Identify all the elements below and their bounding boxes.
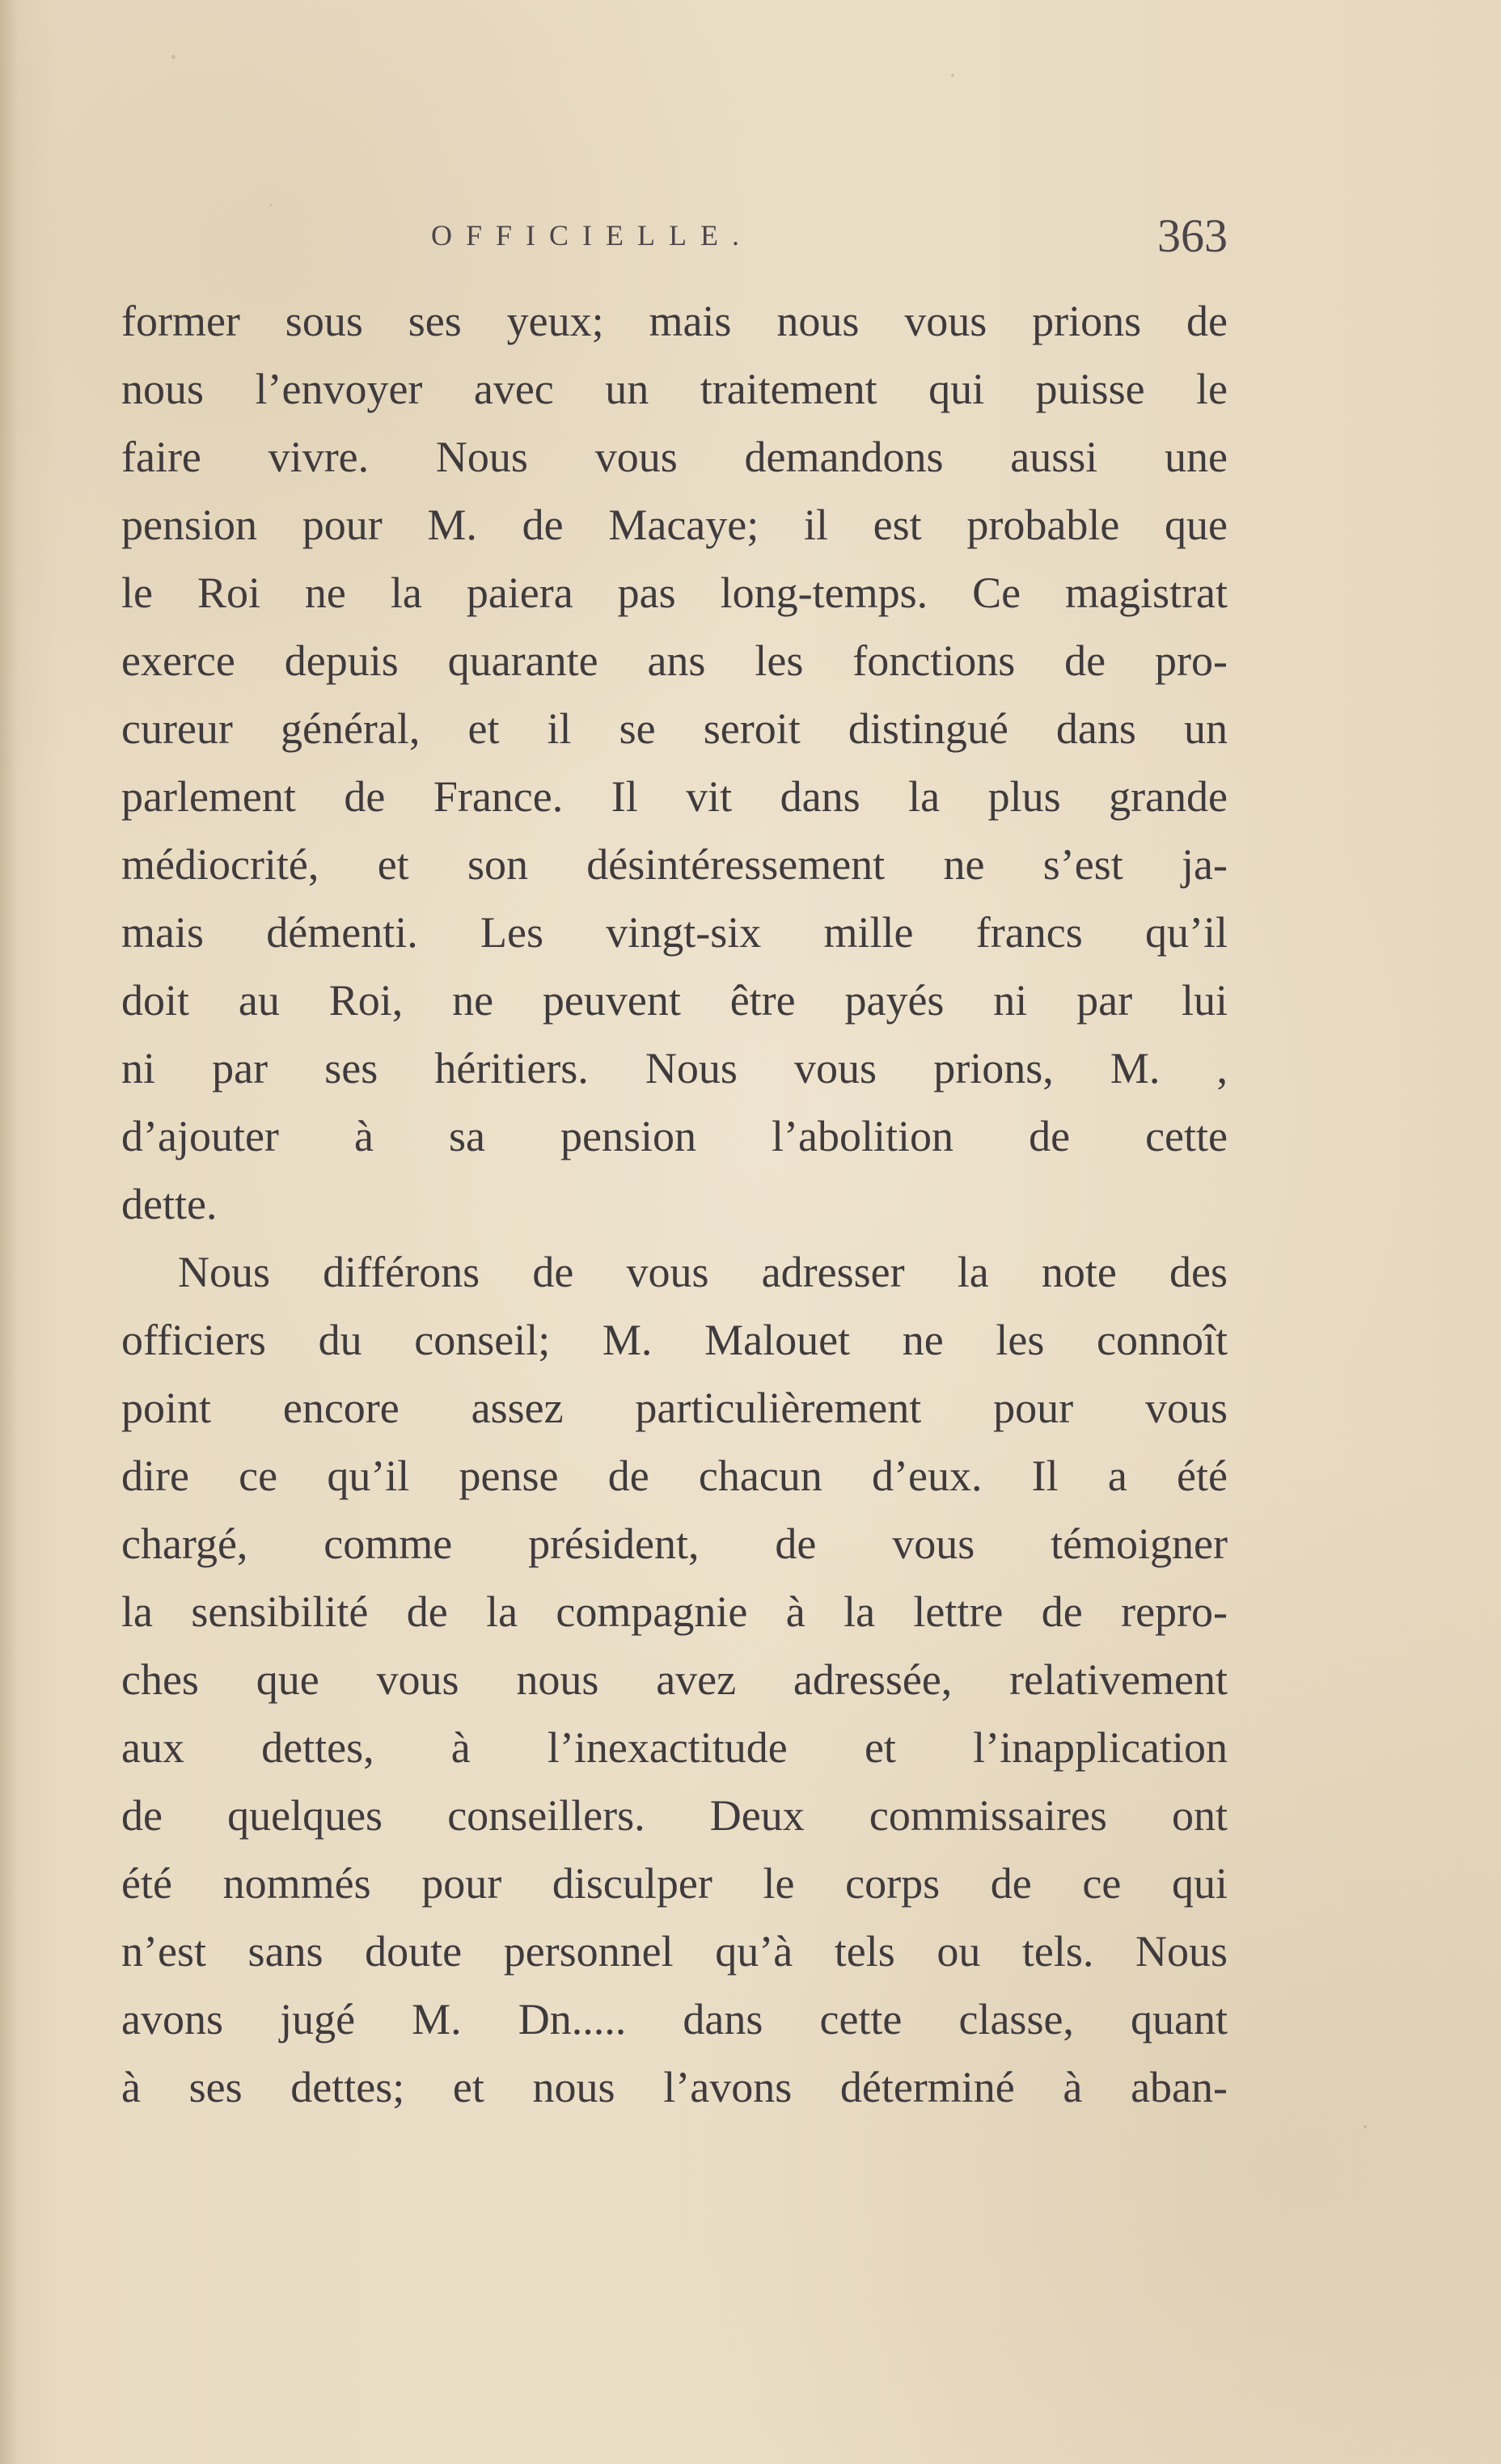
paper-speck (951, 74, 954, 77)
text-line: médiocrité, et son désintéressement ne s’est ja- (121, 840, 1228, 889)
paper-speck (270, 204, 273, 206)
text-line: de quelques conseillers. Deux commissaires ont (121, 1791, 1228, 1840)
text-line: parlement de France. Il vit dans la plus grande (121, 772, 1228, 821)
text-line: doit au Roi, ne peuvent être payés ni par lui (121, 976, 1228, 1025)
text-line: dire ce qu’il pense de chacun d’eux. Il a été (121, 1452, 1228, 1500)
text-line: faire vivre. Nous vous demandons aussi une (121, 433, 1228, 481)
text-line: été nommés pour disculper le corps de ce qui (121, 1859, 1228, 1908)
text-line: nous l’envoyer avec un traitement qui puisse le (121, 365, 1228, 413)
text-line: d’ajouter à sa pension l’abolition de cette (121, 1112, 1228, 1160)
text-line: la sensibilité de la compagnie à la lettre de repro- (121, 1587, 1228, 1636)
paragraph-start-line: Nous différons de vous adresser la note des (178, 1248, 1228, 1296)
text-line: cureur général, et il se seroit distingué dans un (121, 704, 1228, 753)
page-edge (0, 0, 18, 2464)
text-line: point encore assez particulièrement pour vous (121, 1384, 1228, 1432)
text-line: n’est sans doute personnel qu’à tels ou tels. Nous (121, 1927, 1228, 1976)
text-line: le Roi ne la paiera pas long-temps. Ce magistrat (121, 568, 1228, 617)
page-number: 363 (1157, 209, 1228, 262)
text-line: officiers du conseil; M. Malouet ne les connoît (121, 1316, 1228, 1364)
text-line: aux dettes, à l’inexactitude et l’inapplication (121, 1723, 1228, 1772)
text-line: avons jugé M. Dn..... dans cette classe, quant (121, 1995, 1228, 2043)
text-line: ni par ses héritiers. Nous vous prions, M. , (121, 1044, 1228, 1093)
text-line: mais démenti. Les vingt-six mille francs qu’il (121, 908, 1228, 957)
running-title: OFFICIELLE. (431, 219, 753, 251)
page-header (121, 209, 1228, 273)
paper-speck (171, 55, 175, 59)
text-line: ches que vous nous avez adressée, relativement (121, 1655, 1228, 1704)
text-line: pension pour M. de Macaye; il est probable que (121, 501, 1228, 549)
text-line: former sous ses yeux; mais nous vous prions de (121, 297, 1228, 345)
body-text (121, 287, 1228, 2121)
text-line: exerce depuis quarante ans les fonctions de pro- (121, 636, 1228, 685)
text-line: à ses dettes; et nous l’avons déterminé à aban- (121, 2063, 1228, 2111)
paragraph-end-line: dette. (121, 1180, 218, 1228)
text-line: chargé, comme président, de vous témoigner (121, 1519, 1228, 1568)
paper-speck (1364, 2125, 1367, 2128)
